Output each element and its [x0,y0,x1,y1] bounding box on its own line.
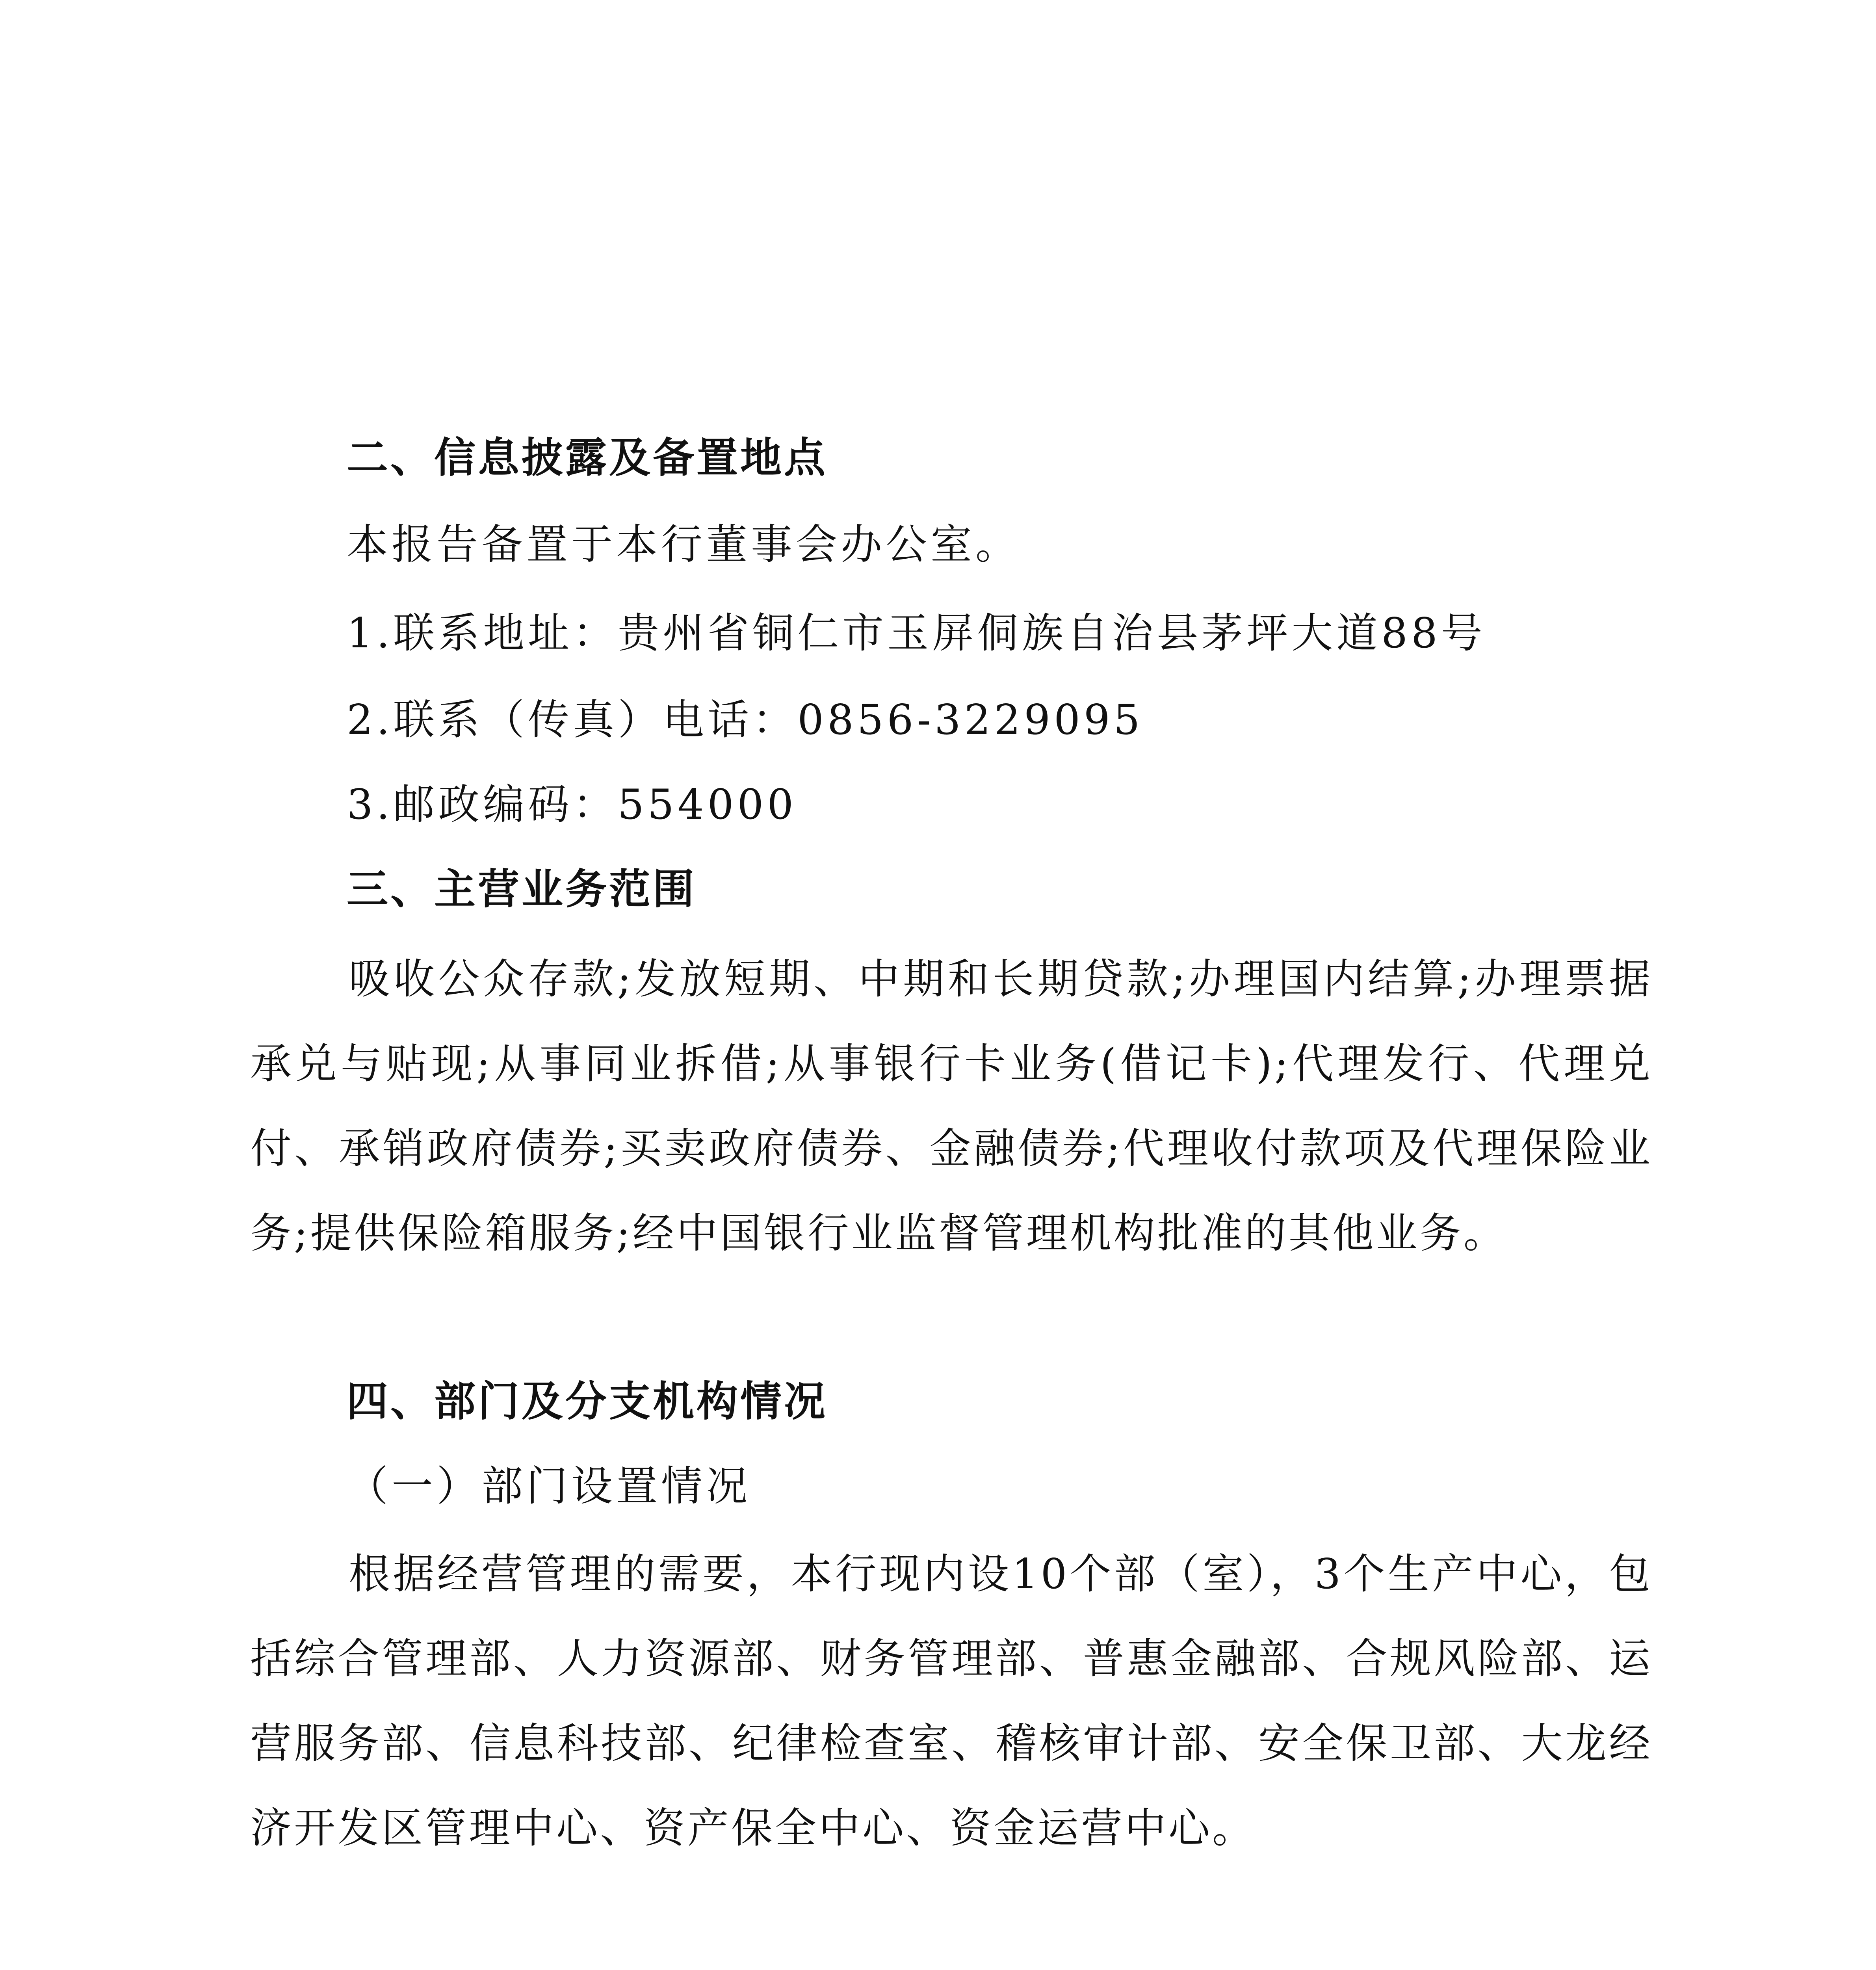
section-3-heading: 三、主营业务范围 [347,865,697,913]
department-setup-subheading: （一）部门设置情况 [347,1462,751,1510]
section-4-heading: 四、部门及分支机构情况 [347,1377,828,1425]
contact-phone: 2.联系（传真）电话：0856-3229095 [347,696,1144,744]
business-scope-paragraph: 吸收公众存款;发放短期、中期和长期贷款;办理国内结算;办理票据承兑与贴现;从事同业拆借;从事银行卡业务(借记卡);代理发行、代理兑付、承销政府债券;买卖政府债券、金融债券;代理收付款项及代理保险业务;提供保险箱服务;经中国银行业监督管理机构批准的其他业务。 [250,955,1653,1257]
section-2-intro: 本报告备置于本行董事会办公室。 [347,520,1021,569]
contact-address: 1.联系地址：贵州省铜仁市玉屏侗族自治县茅坪大道88号 [347,609,1486,657]
section-2-heading: 二、信息披露及备置地点 [347,434,828,482]
department-setup-paragraph: 根据经营管理的需要，本行现内设10个部（室），3个生产中心，包括综合管理部、人力资源部、财务管理部、普惠金融部、合规风险部、运营服务部、信息科技部、纪律检查室、稽核审计部、安全保卫部、大龙经济开发区管理中心、资产保全中心、资金运营中心。 [250,1550,1653,1852]
postal-code: 3.邮政编码：554000 [347,781,797,829]
